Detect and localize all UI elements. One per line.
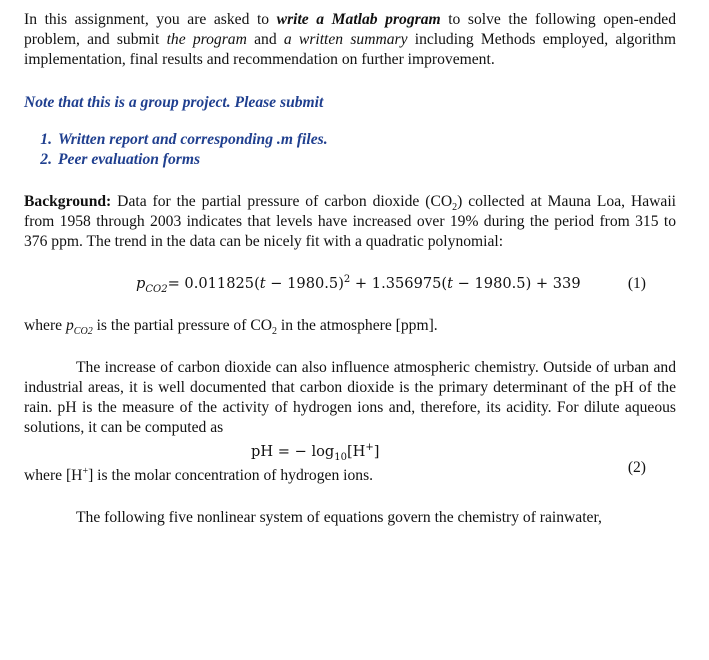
intro-text: including Methods employed, algorithm implementation, final results and recommendation on further improvement. — [24, 31, 676, 68]
equation-2 — [251, 442, 380, 462]
where-text: is the partial pressure of CO — [92, 317, 272, 334]
subscript: 2 — [272, 326, 277, 338]
where-pco2-line — [24, 316, 676, 336]
where-text: in the atmosphere [ppm]. — [277, 317, 438, 334]
equation-1-row — [24, 272, 676, 296]
equation-text: [H — [346, 443, 366, 460]
equation-text: ] — [373, 443, 380, 460]
equation-text: pH = − log — [251, 443, 335, 460]
rainwater-paragraph: The following five nonlinear system of equations govern the chemistry of rainwater, — [76, 509, 602, 526]
list-item — [24, 150, 676, 170]
equation-1-number: (1) — [627, 275, 646, 292]
list-item-number: 1. — [40, 131, 52, 148]
list-item-number: 2. — [40, 151, 52, 168]
document-page — [24, 10, 676, 528]
background-text: ) collected at Mauna Loa, Hawaii from 1958 through 2003 indicates that levels have increased over 19% during the period from 315 to 376 ppm. The trend in the data can be nicely fit with a quadratic polynomial: — [24, 193, 676, 250]
subscript: CO2 — [73, 326, 93, 338]
submission-list — [24, 130, 676, 170]
where-text: where — [24, 317, 66, 334]
equation-text: + 1.356975( — [350, 275, 448, 292]
intro-text: and — [246, 31, 284, 48]
subscript: CO2 — [145, 283, 168, 295]
where-text: where [H — [24, 467, 83, 484]
variable: p — [136, 275, 146, 292]
variable: t — [447, 275, 453, 292]
background-label: Background: — [24, 193, 112, 210]
subscript: 10 — [334, 451, 347, 463]
superscript: 2 — [343, 274, 351, 286]
variable: p — [66, 317, 74, 334]
equation-2-row — [24, 442, 676, 464]
intro-emphasis-summary: a written summary — [283, 31, 408, 48]
list-item-label: Written report and corresponding .m files. — [58, 131, 328, 148]
intro-emphasis-matlab: write a Matlab program — [276, 11, 441, 28]
group-project-note: Note that this is a group project. Please submit — [24, 94, 324, 111]
equation-text: − 1980.5) + 339 — [453, 275, 581, 292]
equation-text: = 0.011825( — [167, 275, 260, 292]
intro-text: In this assignment, you are asked to — [24, 11, 277, 28]
background-text: Data for the partial pressure of carbon dioxide (CO — [111, 193, 453, 210]
variable: t — [259, 275, 266, 292]
list-item — [24, 130, 676, 150]
background-paragraph — [24, 192, 676, 252]
where-h-row — [24, 459, 676, 488]
equation-1 — [136, 274, 581, 294]
superscript: + — [365, 442, 374, 454]
intro-emphasis-program: the program — [166, 31, 247, 48]
intro-text: to solve the following open-ended problem, and submit — [24, 11, 676, 48]
list-item-label: Peer evaluation forms — [58, 151, 201, 168]
subscript: 2 — [452, 202, 458, 214]
where-text: ] is the molar concentration of hydrogen ions. — [88, 467, 374, 484]
equation-text: − 1980.5) — [265, 275, 344, 292]
where-h-line — [24, 467, 373, 484]
ph-paragraph: The increase of carbon dioxide can also influence atmospheric chemistry. Outside of urban and industrial areas, it is well documented that carbon dioxide is the primary determinant of the pH of the rain. pH is the measure of the activity of hydrogen ions and, therefore, its acidity. For dilute aqueous solutions, it can be computed as — [24, 359, 676, 436]
equation-2-number: (2) — [627, 459, 646, 476]
intro-paragraph — [24, 10, 676, 70]
superscript: + — [82, 465, 89, 477]
